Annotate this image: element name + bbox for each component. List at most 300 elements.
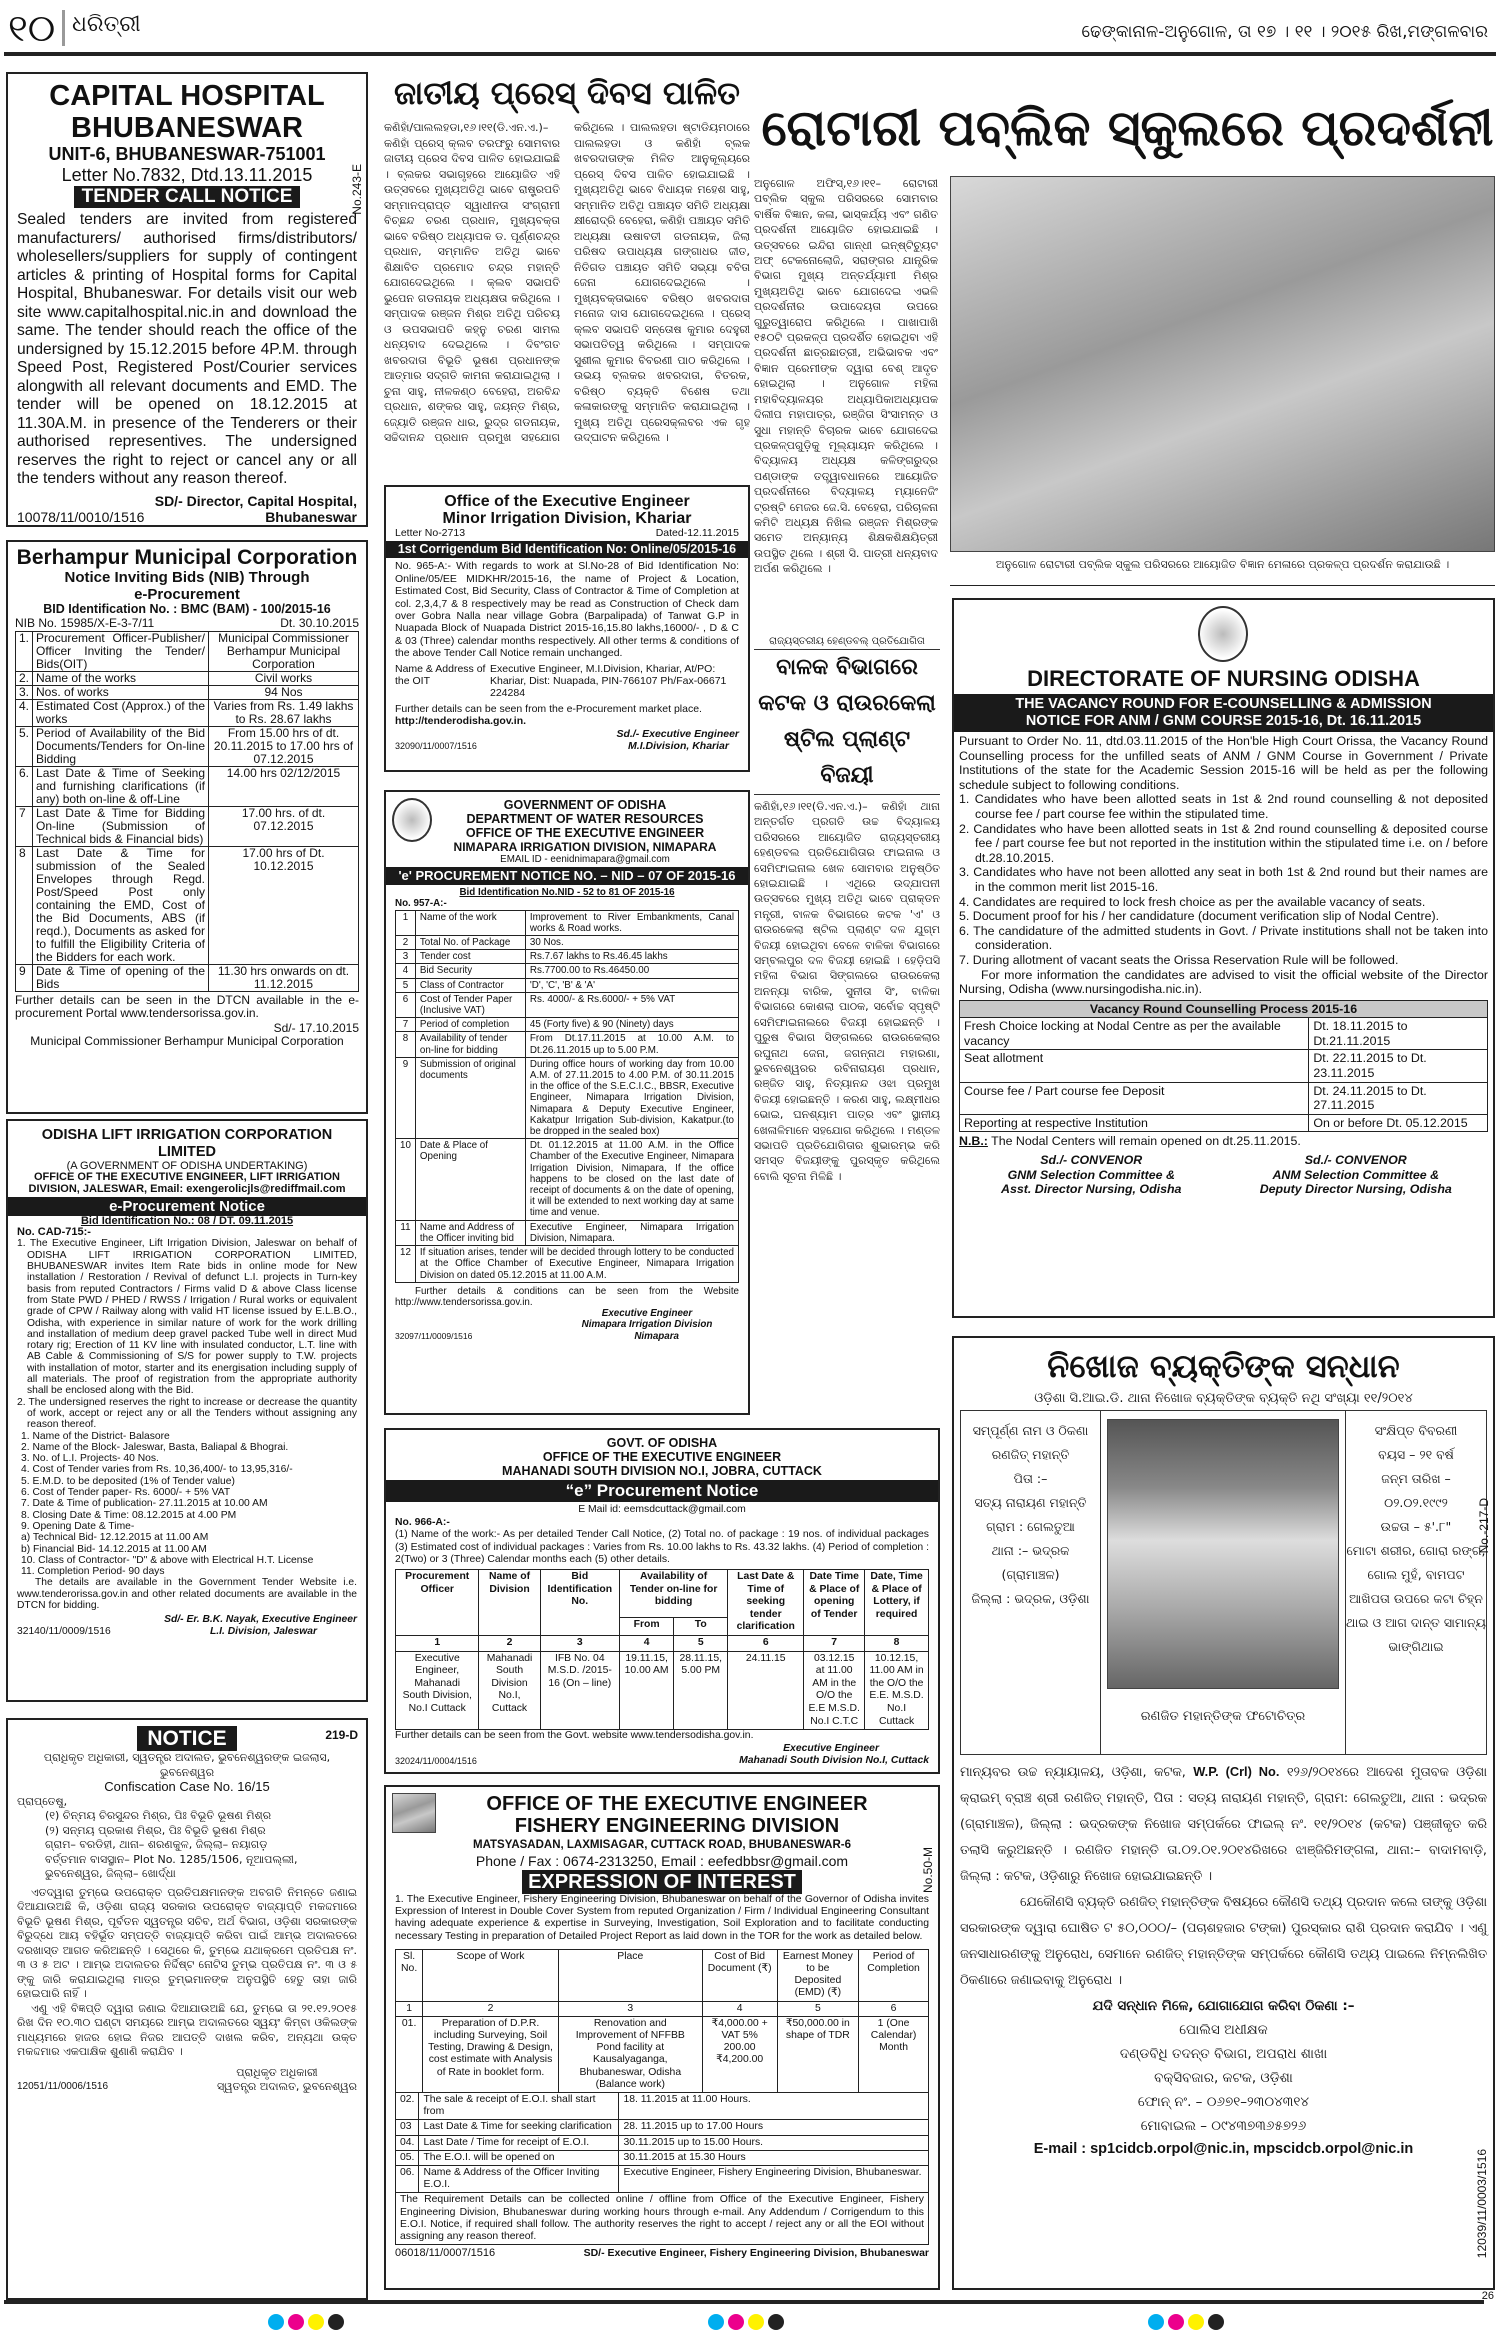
ad-title: Berhampur Municipal Corporation	[16, 546, 358, 569]
ad-sign-date: Sd/- 17.10.2015	[273, 1021, 359, 1035]
fishery-logo	[392, 1793, 436, 1833]
tender-table-lottery-row	[395, 1245, 739, 1283]
table-cell: 4	[396, 964, 416, 978]
person-detail: ଗ୍ରାମ : ଗେଲତୁଆ	[986, 1519, 1075, 1534]
table-row	[396, 1949, 929, 2001]
table-cell: Varies from Rs. 1.49 lakhs to Rs. 28.67 lakhs	[209, 700, 359, 727]
ad-sign-place: Bhubaneswar	[265, 508, 357, 525]
ad-list-item: a) Technical Bid- 12.12.2015 at 11.00 AM	[21, 1532, 209, 1544]
ad-sign: Executive Engineer	[783, 1742, 879, 1754]
ad-title: OFFICE OF THE EXECUTIVE ENGINEER	[542, 1450, 782, 1464]
mahanadi-division-ad	[384, 1428, 940, 1774]
condition-item: 7. During allotment of vacant seats the Orissa Reservation Rule will be followed.	[959, 952, 1399, 967]
table-cell: 2	[479, 1635, 540, 1651]
table-cell: 03	[396, 2120, 419, 2135]
table-cell: Renovation and Improvement of NFFBB Pond facility at Kausalyaganga, Bhubaneswar, Odisha (Balance work)	[558, 2016, 702, 2092]
contact-lines	[960, 2018, 1487, 2138]
table-cell: Last Date & Time for submission of the Sealed Envelopes through Regd. Post/Speed Post only containing the EMD, Cost of the Bid Documents, ABS (if reqd.), Documents as asked for to fulfill the Eligibility Criteria of the Bidders for each work.	[33, 847, 209, 965]
table-row	[960, 1114, 1488, 1132]
ad-list-item: 4. Cost of Tender varies from Rs. 10,36,400/- to 13,95,316/-	[21, 1464, 293, 1476]
story-headline: କଟକ ଓ ରାଉରକେଲା	[758, 691, 936, 716]
nib-date: Dt. 30.10.2015	[280, 616, 359, 630]
table-cell: 9	[396, 1057, 416, 1138]
ad-contact: Phone / Fax : 0674-2313250, Email : eefedbbsr@gmail.com	[475, 1853, 849, 1869]
ad-no: No. 957-A:-	[395, 898, 447, 910]
table-cell: 10	[396, 1139, 416, 1220]
ad-more-info: For more information the candidates are advised to visit the official website of the Director Nursing, Odisha (www.nursingodisha.nic.in).	[959, 967, 1488, 997]
cyan-mark-icon	[1148, 2314, 1164, 2330]
story-headline: ବାଳକ ବିଭାଗରେ	[776, 655, 918, 680]
ad-banner: “e” Procurement Notice	[386, 1480, 938, 1502]
table-cell: 'D', 'C', 'B' & 'A'	[525, 978, 738, 992]
table-row	[396, 2016, 929, 2092]
table-cell: 1	[396, 2001, 423, 2016]
contact-line: ଦଣ୍ଡବିଧି ତଦନ୍ତ ବିଭାଗ, ଅପରାଧ ଶାଖା	[1119, 2046, 1328, 2062]
ad-title: DEPARTMENT OF WATER RESOURCES	[466, 812, 704, 826]
ad-list-item: 7. Date & Time of publication- 27.11.2015 at 10.00 AM	[21, 1498, 268, 1510]
table-cell: 3	[558, 2001, 702, 2016]
condition-item: 3. Candidates who have not been allotted any seat in both 1st & 2nd round but their names are in the common merit list 2015-16.	[959, 865, 1488, 894]
table-cell: 4	[702, 2001, 777, 2016]
cyan-mark-icon	[708, 2314, 724, 2330]
column-header: Last Date & Time of seeking tender clarification	[728, 1569, 804, 1635]
case-text: ମାନ୍ୟବର ଉଚ୍ଚ ନ୍ୟାୟାଳୟ, ଓଡ଼ିଶା, କଟକ,	[960, 1765, 1194, 1780]
table-cell: 01.	[396, 2016, 423, 2092]
table-cell: Tender cost	[415, 950, 525, 964]
table-row	[396, 2135, 929, 2150]
ad-code: 12051/11/0006/1516	[17, 2081, 109, 2092]
table-cell: 02.	[396, 2093, 419, 2120]
table-cell: 4	[619, 1635, 673, 1651]
ad-banner: NOTICE FOR ANM / GNM COURSE 2015-16, Dt. 16.11.2015	[1025, 713, 1422, 729]
table-row	[396, 2120, 929, 2135]
addressee-line: (୧) ଚିନ୍ମୟ ଚିରସୁନ୍ଦର ମିଶ୍ର, ପିଃ ବିଭୂତି ଭୂଷଣ ମିଶ୍ର	[45, 1809, 272, 1822]
black-mark-icon	[328, 2314, 344, 2330]
table-cell: Rs. 4000/- & Rs.6000/- + 5% VAT	[525, 992, 738, 1017]
ad-list-items	[17, 1431, 357, 1578]
ad-paragraph: 1. The Executive Engineer, Lift Irrigation Division, Jaleswar on behalf of ODISHA LIFT IRRIGATION CORPORATION LIMITED, BHUBANESWAR invites Item Rate bids in online mode for New installation / Restoration / Revival of defunct L.I. projects in Turn-key basis from reputed Contractors / Firms valid D & above Class license from State PWD / PHED / RWSS / Irrigation / Rural works or equivalent grade of CPW / Railway along with valid HT license issued by E.L.B.O., Odisha, with experience in similar nature of work for the work drilling and installation of medium deep gravel packed Tube well in direct Mud rotary rig; Erection of 11 KV line with insulated conductor, L.T. line with AB Cable & Commissioning of S/S for power supply to T.W. projects with installation of motor, starter and its energisation including supply of all materials. The proof of registration from the appropriate authority shall be enclosed along with the Bid.	[17, 1238, 357, 1397]
table-cell: 30.11.2015 at 15.30 Hours	[619, 2150, 929, 2165]
table-cell: Submission of original documents	[415, 1057, 525, 1138]
ad-title: Office of the Executive Engineer	[444, 493, 690, 510]
table-cell: 2	[423, 2001, 559, 2016]
table-row	[396, 1139, 739, 1220]
ad-list-item: 10. Class of Contractor- "D" & above with Electrical H.T. License	[21, 1554, 314, 1566]
ad-sign: M.I.Division, Khariar	[628, 740, 729, 753]
ad-sign: ପ୍ରାଧିକୃତ ଅଧିକାରୀ	[236, 2065, 318, 2079]
ad-subtitle: Notice Inviting Bids (NIB) Through	[64, 569, 310, 586]
table-row	[396, 2166, 929, 2193]
ad-banner: NOTICE	[137, 1726, 236, 1751]
addressee-line: ଗ୍ରାମ– ବରଡିହୀ, ଥାନା– ଶରଣକୁଳ, ଜିଲ୍ଲା– ନୟାଗଡ଼	[45, 1838, 268, 1851]
ad-list-item: 11. Completion Period- 90 days	[21, 1566, 165, 1578]
ad-subtitle: (A GOVERNMENT OF ODISHA UNDERTAKING)	[66, 1160, 308, 1172]
ad-footer: Further details can be seen in the DTCN available in the e-procurement Portal www.tendersorissa.gov.in.	[15, 993, 359, 1020]
ad-sign: Nimapara Irrigation Division	[581, 1319, 713, 1331]
ad-address: MATSYASADAN, LAXMISAGAR, CUTTACK ROAD, BHUBANESWAR-6	[472, 1839, 851, 1851]
table-row	[396, 1651, 929, 1730]
ad-list-item: 1. Name of the District- Balasore	[21, 1430, 170, 1442]
website-link[interactable]: http://tenderodisha.gov.in.	[395, 715, 527, 728]
table-cell: 12	[396, 1246, 416, 1283]
table-cell: 28.11.15, 5.00 PM	[674, 1651, 728, 1730]
table-cell: 5	[777, 2001, 859, 2016]
column-header: Procurement Officer	[396, 1569, 479, 1635]
section-rule	[950, 585, 1495, 586]
table-cell: Period of Completion	[859, 1949, 929, 2001]
table-cell: 5	[674, 1635, 728, 1651]
table-cell: Municipal Commissioner Berhampur Municipal Corporation	[209, 632, 359, 672]
newspaper-name: ଧରିତ୍ରୀ	[72, 12, 141, 37]
capital-hospital-ad	[6, 72, 368, 527]
sign-line: Deputy Director Nursing, Odisha	[1259, 1182, 1452, 1197]
table-cell: Dt. 24.11.2015 to Dt. 27.11.2015	[1309, 1082, 1488, 1114]
table-cell: 8	[865, 1635, 929, 1651]
table-cell: 11.30 hrs onwards on dt. 11.12.2015	[209, 965, 359, 992]
ad-unit: UNIT-6, BHUBANESWAR-751001	[48, 144, 326, 164]
table-cell: 2.	[16, 672, 33, 686]
story-headline: ଜାତୀୟ ପ୍ରେସ୍ ଦିବସ ପାଳିତ	[394, 74, 740, 112]
table-row	[16, 727, 359, 767]
oit-label: Name & Address of the OIT	[395, 662, 486, 688]
ad-banner: TENDER CALL NOTICE	[74, 186, 301, 208]
ad-list-item: 8. Closing Date & Time: 08.12.2015 at 4.00 PM	[21, 1509, 237, 1521]
ad-ref: No.-217-D	[1477, 1498, 1491, 1554]
table-cell: 6	[859, 2001, 929, 2016]
confiscation-notice-ad	[6, 1718, 368, 2300]
ad-footer: The details are available in the Government Tender Website i.e. www.tenderorissa.gov.in and other related documents are available in the DTCN for bidding.	[17, 1577, 357, 1611]
condition-item: 4. Candidates are required to lock fresh choice as per the available vacancy of seats.	[959, 894, 1426, 909]
sign-line: ANM Selection Committee &	[1272, 1167, 1440, 1182]
table-cell: Total No. of Package	[415, 936, 525, 950]
table-cell: From 15.00 hrs of dt. 20.11.2015 to 17.00 hrs of 07.12.2015	[209, 727, 359, 767]
ad-title: ODISHA LIFT IRRIGATION CORPORATION LIMITED	[41, 1127, 333, 1160]
photo-caption: ରଣଜିତ ମହାନ୍ତିଙ୍କ ଫଟୋଚିତ୍ର	[1140, 1709, 1306, 1724]
table-cell: 30.11.2015 up to 15.00 Hours.	[619, 2135, 929, 2150]
table-cell: Last Date & Time of Seeking and furnishing clarifications (if any) both on-line & off-Line	[33, 767, 209, 807]
ad-title: Minor Irrigation Division, Khariar	[442, 510, 692, 527]
ad-subtitle: ଓଡ଼ିଶା ସି.ଆଇ.ଡି. ଥାନା ନିଖୋଜ ବ୍ୟକ୍ତିଙ୍କ ବ୍ୟକ୍ତି ନଥି ସଂଖ୍ୟା ୧୧/୨୦୧୪	[1034, 1391, 1413, 1406]
ad-title: BHUBANESWAR	[71, 112, 303, 144]
bid-id: Bid Identification No.NID - 52 to 81 OF 2015-16	[459, 887, 675, 899]
ad-list-item: 3. No. of L.I. Projects- 40 Nos.	[21, 1453, 159, 1465]
table-row	[396, 1057, 739, 1138]
ad-title: OFFICE OF THE EXECUTIVE ENGINEER	[465, 826, 705, 840]
table-row	[396, 936, 739, 950]
table-cell: Procurement Officer-Publisher/ Officer Inviting the Tender/ Bids(OIT)	[33, 632, 209, 672]
table-cell: If situation arises, tender will be decided through lottery to be conducted at the Office Chamber of Executive Engineer, Nimapara Irrigation Division on dated 05.12.2015 at 11.00 A.M.	[415, 1246, 738, 1283]
table-cell: Earnest Money to be Deposited (EMD) (₹)	[777, 1949, 859, 2001]
notice-paragraph: ଏଣୁ ଏହି ବିଜ୍ଞପ୍ତି ଦ୍ୱାରା ଜଣାଇ ଦିଆଯାଉଅଛି ଯେ, ତୁମ୍ଭେ ତା ୨୧.୧୨.୨୦୧୫ ରିଖ ଦିନ ୧୦.୩୦ ଘଣ୍ଟା ସମୟରେ ଆମ୍ଭ ଅଦାଲତରେ ସ୍ୱୟଂ କିମ୍ବା ଓକିଲଙ୍କ ମାଧ୍ୟମରେ ହାଜର ହୋଇ ନିଜର ଆପତ୍ତି ଦାଖଲ କରିବ, ଅନ୍ୟଥା ଉକ୍ତ ମକଦ୍ଦମାର ଏକପାକ୍ଷିକ ଶୁଣାଣି କରାଯିବ ।	[17, 2001, 357, 2058]
person-detail: ସତ୍ୟ ନାରାୟଣ ମହାନ୍ତି	[974, 1495, 1087, 1510]
ad-title: FISHERY ENGINEERING DIVISION	[514, 1815, 840, 1837]
schedule-table	[959, 1000, 1488, 1133]
ad-title: OFFICE OF THE EXECUTIVE ENGINEER	[486, 1793, 868, 1815]
case-number: Confiscation Case No. 16/15	[104, 1779, 270, 1794]
odisha-emblem-icon	[392, 798, 432, 842]
table-cell: 8	[16, 847, 33, 965]
table-cell: 19.11.15, 10.00 AM	[619, 1651, 673, 1730]
condition-item: 6. The candidature of the admitted students in Govt. / Private institutions shall not be taken into consideration.	[959, 923, 1488, 953]
addressee-lines	[17, 1809, 357, 1882]
table-row	[16, 847, 359, 965]
table-cell: 03.12.15 at 11.00 AM in the O/O the E.E M.S.D. No.I C.T.C	[804, 1651, 865, 1730]
ad-code: 10078/11/0010/1516	[17, 508, 145, 525]
berhampur-ad	[6, 540, 368, 1114]
procurement-table	[395, 1569, 929, 1730]
table-cell: 17.00 hrs of Dt. 10.12.2015	[209, 847, 359, 965]
table-cell: Sl. No.	[396, 1949, 423, 2001]
table-cell: Executive Engineer, Fishery Engineering Division, Bhubaneswar.	[619, 2166, 929, 2193]
table-cell: Last Date & Time for Bidding On-line (Submission of Technical bids & Financial bids)	[33, 807, 209, 847]
table-row	[16, 807, 359, 847]
table-cell: From Dt.17.11.2015 at 10.00 A.M. to Dt.26.11.2015 up to 5.00 P.M.	[525, 1032, 738, 1057]
ad-title: GOVERNMENT OF ODISHA	[503, 798, 667, 812]
minor-irrigation-ad	[384, 485, 750, 772]
table-cell: 7	[16, 807, 33, 847]
table-cell: Rs.7700.00 to Rs.46450.00	[525, 964, 738, 978]
table-cell: 28. 11.2015 up to 17.00 Hours	[619, 2120, 929, 2135]
table-cell: Place	[558, 1949, 702, 2001]
ad-paragraphs	[17, 1238, 357, 1430]
table-cell: Name of the works	[33, 672, 209, 686]
table-cell: 11	[396, 1220, 416, 1245]
ad-title: NIMAPARA IRRIGATION DIVISION, NIMAPARA	[453, 840, 717, 854]
table-cell: 1	[396, 1635, 479, 1651]
table-row	[396, 950, 739, 964]
table-cell: Civil works	[209, 672, 359, 686]
addressee-line: ବର୍ତ୍ତମାନ ବାସସ୍ଥାନ– Plot No. 1285/1506, ନୂଆପଲ୍ଲୀ,	[45, 1852, 298, 1866]
notice-paragraphs	[17, 1886, 357, 2060]
ad-no: No. CAD-715:-	[17, 1226, 91, 1239]
table-cell: Scope of Work	[423, 1949, 559, 2001]
table-row	[396, 992, 739, 1017]
table-row	[16, 672, 359, 686]
column-header: To	[674, 1617, 728, 1635]
yellow-mark-icon	[308, 2314, 324, 2330]
table-cell: Dt. 22.11.2015 to Dt. 23.11.2015	[1309, 1050, 1488, 1082]
table-cell: 3	[396, 950, 416, 964]
case-number: W.P. (Crl) No.	[1193, 1764, 1280, 1779]
table-cell: Executive Engineer, Nimapara Irrigation Division, Nimapara.	[525, 1220, 738, 1245]
table-cell: 45 (Forty five) & 90 (Ninety) days	[525, 1018, 738, 1032]
lift-irrigation-ad	[6, 1119, 368, 1702]
table-cell: 94 Nos	[209, 686, 359, 700]
addressee-line: (୨) ସନ୍ମୟ ପ୍ରକାଶ ମିଶ୍ର, ପିଃ ବିଭୂତି ଭୂଷଣ ମିଶ୍ର	[45, 1823, 266, 1837]
table-cell: 14.00 hrs 02/12/2015	[209, 767, 359, 807]
table-cell: 1 (One Calendar) Month	[859, 2016, 929, 2092]
bid-id: BID Identification No. : BMC (BAM) - 100/2015-16	[43, 602, 331, 616]
story-headline: ରୋଟାରୀ ପବ୍ଲିକ ସ୍କୁଲରେ ପ୍ରଦର୍ଶନୀ	[761, 99, 1494, 157]
page-number: ୧୦	[8, 6, 56, 50]
oit-value: Executive Engineer, M.I.Division, Khariar, At/PO: Khariar, Dist: Nuapada, PIN-766107 Ph/Fax-06671 224284	[490, 662, 727, 700]
sign-lines	[1224, 1153, 1489, 1197]
person-description: ବୟସ – ୨୧ ବର୍ଷ	[1378, 1447, 1454, 1462]
ad-sign: Executive Engineer	[601, 1308, 693, 1320]
ad-sign: L.I. Division, Jaleswar	[209, 1625, 317, 1637]
table-row	[396, 1220, 739, 1245]
black-mark-icon	[1208, 2314, 1224, 2330]
ad-banner: THE VACANCY ROUND FOR E-COUNSELLING & ADMISSION	[1015, 696, 1432, 712]
table-cell: 24.11.15	[728, 1651, 804, 1730]
eoi-schedule-table	[395, 2092, 929, 2245]
table-cell: 3	[540, 1635, 619, 1651]
table-cell: 8	[396, 1032, 416, 1057]
table-cell: 04.	[396, 2135, 419, 2150]
table-cell: Date & Place of Opening	[415, 1139, 525, 1220]
missing-person-ad	[952, 1336, 1495, 2290]
table-cell: 2	[396, 936, 416, 950]
table-cell: Cost of Tender Paper (Inclusive VAT)	[415, 992, 525, 1017]
table-row	[960, 1082, 1488, 1114]
ad-sign: Municipal Commissioner Berhampur Municipal Corporation	[30, 1034, 344, 1048]
magenta-mark-icon	[1168, 2314, 1184, 2330]
missing-person-photo	[1107, 1419, 1339, 1689]
table-cell: Improvement to River Embankments, Canal works & Road works.	[525, 910, 738, 935]
table-cell: Preparation of D.P.R. including Surveying, Soil Testing, Drawing & Design, cost estimate with Analysis of Rate in booklet form.	[423, 2016, 559, 2092]
ad-footer: Further details can be seen from the Govt. website www.tendersodisha.gov.in.	[395, 1730, 754, 1742]
ad-code: 32024/11/0004/1516	[395, 1756, 477, 1767]
yellow-mark-icon	[748, 2314, 764, 2330]
magenta-mark-icon	[288, 2314, 304, 2330]
contact-title: ଯଦି ସନ୍ଧାନ ମିଳେ, ଯୋଗାଯୋଗ କରିବା ଠିକଣା :–	[1092, 1998, 1355, 2014]
person-description: ସଂକ୍ଷିପ୍ତ ବିବରଣୀ	[1374, 1423, 1458, 1438]
nib-no: NIB No. 15985/X-E-3-7/11	[15, 616, 155, 630]
ad-list-item: 6. Cost of Tender paper- Rs. 6000/- + 5% VAT	[21, 1487, 231, 1499]
table-cell: 5	[396, 978, 416, 992]
table-cell: ₹4,000.00 + VAT 5% 200.00 ₹4,200.00	[702, 2016, 777, 2092]
ad-letter: Letter No.7832, Dtd.13.11.2015	[61, 165, 313, 185]
table-cell: 6	[396, 992, 416, 1017]
sign-lines	[959, 1153, 1224, 1197]
contact-line: ବକ୍ସିବଜାର, କଟକ, ଓଡ଼ିଶା	[1154, 2070, 1293, 2086]
sign-line: Sd./- CONVENOR	[1040, 1153, 1143, 1168]
table-cell: Dt. 01.12.2015 at 11.00 A.M. in the Office Chamber of the Executive Engineer, Nimapara Irrigation Division, Nimapara, If the office happens to be closed on the last date of receipt of documents & on the date of opening, it will be extended to next working day at same time and venue.	[525, 1139, 738, 1220]
table-row	[396, 2001, 929, 2016]
table-cell: Course fee / Part course fee Deposit	[960, 1082, 1309, 1114]
condition-item: 2. Candidates who have been allotted seats in 1st & 2nd round counselling & deposited course fee / part course fee but not reported in the institution within the stipulated time i.e. on / before dt.28.10.2015.	[959, 821, 1488, 865]
ad-sign: Nimapara	[634, 1330, 679, 1342]
contact-line: ମୋବାଇଲ – ୦୯୪୩୭୩୬୫୭୨୬	[1140, 2118, 1307, 2134]
table-cell: 30 Nos.	[525, 936, 738, 950]
condition-items	[959, 792, 1488, 967]
table-row	[396, 1246, 739, 1283]
table-cell: Seat allotment	[960, 1050, 1309, 1082]
letter-no: Letter No-2713	[395, 527, 466, 539]
column-header: From	[619, 1617, 673, 1635]
table-cell: 6	[728, 1635, 804, 1651]
header-divider	[62, 10, 65, 46]
footer-page-code: 26	[1481, 2290, 1494, 2302]
ad-subtitle: e-Procurement	[134, 586, 240, 603]
table-cell: Dt. 18.11.2015 to Dt.21.11.2015	[1309, 1018, 1488, 1050]
ad-footer: Further details can be seen from the e-Procurement market place.	[395, 702, 702, 715]
ad-banner: 'e' PROCUREMENT NOTICE NO. – NID – 07 OF 2015-16	[386, 867, 748, 885]
ad-ref: No.50-M	[920, 1847, 935, 1894]
table-row	[16, 632, 359, 672]
ad-list-item: 2. Name of the Block- Jaleswar, Basta, Baliapal & Bhograi.	[21, 1441, 289, 1453]
table-cell: The E.O.I. will be opened on	[419, 2150, 619, 2165]
addressee-label: ପ୍ରାପ୍ତେଷୁ,	[17, 1794, 68, 1808]
reward-text: ଯେକୌଣସି ବ୍ୟକ୍ତି ରଣଜିତ୍ ମହାନ୍ତିଙ୍କ ବିଷୟରେ କୌଣସି ତଥ୍ୟ ପ୍ରଦାନ କଲେ ତାଙ୍କୁ ଓଡ଼ିଶା ସରକାରଙ୍କ ଦ୍ୱାରା ଘୋଷିତ ଟ ୫୦,୦୦୦/– (ପଚାଶହଜାର ଟଙ୍କା) ପୁରସ୍କାର ରାଶି ପ୍ରଦାନ କରାଯିବ । ଏଣୁ ଜନସାଧାରଣଙ୍କୁ ଅନୁରୋଧ, ସେମାନେ ରଣଜିତ୍ ମହାନ୍ତିଙ୍କ ସମ୍ପର୍କରେ କୌଣସି ତଥ୍ୟ ପାଇଲେ ନିମ୍ନଲିଖିତ ଠିକଣାରେ ଜଣାଇବାକୁ ଅନୁରୋଧ ।	[960, 1895, 1487, 1988]
ad-sign: ସ୍ୱତନ୍ତ୍ର ଅଦାଲତ, ଭୁବନେଶ୍ୱର	[217, 2080, 357, 2093]
ad-banner: e-Procurement Notice	[8, 1197, 366, 1216]
condition-item: 1. Candidates who have been allotted seats in 1st & 2nd round counselling & not deposited course fee / part course fee within the stipulated time.	[959, 792, 1488, 821]
column-header: Date Time & Place of opening of Tender	[804, 1569, 865, 1635]
table-cell: Bid Security	[415, 964, 525, 978]
letter-date: Dated-12.11.2015	[655, 527, 739, 539]
yellow-mark-icon	[1188, 2314, 1204, 2330]
table-row	[396, 978, 739, 992]
ad-title: DIRECTORATE OF NURSING ODISHA	[1027, 666, 1420, 691]
table-row	[16, 965, 359, 992]
ad-intro: Pursuant to Order No. 11, dtd.03.11.2015 of the Hon'ble High Court Orissa, the Vacancy Round Counselling process for the unfilled seats of ANM / GNM Course in Government / Private Institutions of the state for the Academic Session 2015-16 will be held as per the following schedule subject to following conditions.	[959, 734, 1488, 792]
column-header: Date, Time & Place of Lottery, if required	[865, 1569, 929, 1635]
story-body: ଅନୁଗୋଳ ଅଫିସ୍,୧୬।୧୧– ରୋଟାରୀ ପବ୍ଲିକ ସ୍କୁଲ ପରିସରରେ ସୋମବାର ବାର୍ଷିକ ବିଜ୍ଞାନ, କଳା, ଭାସ୍କର୍ଯ୍ୟ ଏବଂ ଗଣିତ ପ୍ରଦର୍ଶନୀ ଆୟୋଜିତ ହୋଇଯାଇଛି । ଉତ୍ସବରେ ଇନ୍ଦିରା ଗାନ୍ଧୀ ଇନ୍‌ଷ୍ଟିଚ୍ୟୁଟ ଅଫ୍ ଟେକନୋଲୋଜି, ସରାଙ୍ଗର ଯାନ୍ତ୍ରିକ ବିଭାଗ ମୁଖ୍ୟ ଅନ୍ତର୍ଯ୍ୟାମୀ ମିଶ୍ର ମୁଖ୍ୟଅତିଥି ଭାବେ ଯୋଗଦେଇ ଏଭଳି ପ୍ରଦର୍ଶନୀର ଉପାଦେୟତା ଉପରେ ଗୁରୁତ୍ୱାରୋପ କରିଥିଲେ । ପାଖାପାଖି ୧୫୦ଟି ପ୍ରକଳ୍ପ ପ୍ରଦର୍ଶିତ ହୋଇଥିବା ଏହି ପ୍ରଦର୍ଶନୀ ଛାତ୍ରଛାତ୍ରୀ, ଅଭିଭାବକ ଏବଂ ବିଜ୍ଞାନ ପ୍ରେମୀଙ୍କ ଦ୍ୱାରା ବେଶ୍ ଆଦୃତ ହୋଇଥିଲା । ଅନୁଗୋଳ ମହିଳା ମହାବିଦ୍ୟାଳୟର ଅଧ୍ୟାପିକାଅଧ୍ୟାପକ ଦିଲୀପ ମହାପାତ୍ର, ରଞ୍ଜିତା ସିଂସାମନ୍ତ ଓ ସୁଧା ମହାନ୍ତି ବିଚାରକ ଭାବେ ଯୋଗଦେଇ ପ୍ରକଳ୍ପଗୁଡ଼ିକୁ ମୂଲ୍ୟାୟନ କରିଥିଲେ । ବିଦ୍ୟାଳୟ ଅଧ୍ୟକ୍ଷ କଳିଙ୍ଗରୁଦ୍ର ପଣ୍ଡାଙ୍କ ତତ୍ତ୍ୱାବଧାନରେ ଆୟୋଜିତ ପ୍ରଦର୍ଶନୀରେ ବିଦ୍ୟାଳୟ ମ୍ୟାନେଜିଂ ଟ୍ରଷ୍ଟି ମେଜର ଜେ.ସି. ବେହେରା, ପରିଚାଳନା କମିଟି ଅଧ୍ୟକ୍ଷ ନିଖିଲ ରଞ୍ଜନ ମିଶ୍ରଙ୍କ ସମେତ ଅନ୍ୟାନ୍ୟ ଶିକ୍ଷକଶିକ୍ଷୟିତ୍ରୀ ଉପସ୍ଥିତ ଥିଲେ । ଶ୍ରୀ ସି. ପାତ୍ରୀ ଧନ୍ୟବାଦ ଅର୍ପଣ କରିଥିଲେ ।	[754, 177, 938, 576]
tender-table	[395, 910, 739, 1246]
ad-sign: Sd/- Er. B.K. Nayak, Executive Engineer	[164, 1614, 357, 1626]
table-title: Vacancy Round Counselling Process 2015-16	[960, 1000, 1488, 1018]
table-cell: 4.	[16, 700, 33, 727]
table-cell: 6.	[16, 767, 33, 807]
science-fair-photo	[950, 176, 1495, 552]
table-cell: Last Date / Time for receipt of E.O.I.	[419, 2135, 619, 2150]
nb-text: The Nodal Centers will remain opened on dt.25.11.2015.	[987, 1134, 1301, 1149]
header-rule	[4, 52, 1496, 56]
ad-list-item: 9. Opening Date & Time-	[21, 1520, 135, 1532]
table-cell: During office hours of working day from 10.00 A.M. of 27.11.2015 to 4.00 P.M. of 30.11.2015 in the office of the S.E.C.I.C., BBSR, Executive Engineer, Nimapara Irrigation Division, Nimapara & Deputy Executive Engineer, Kakatpur Irrigation Sub-division, Kakatpur.(to be dropped in the sealed box)	[525, 1057, 738, 1138]
ad-subtitle: OFFICE OF THE EXECUTIVE ENGINEER, LIFT IRRIGATION	[34, 1171, 340, 1184]
ad-sign: SD/- Executive Engineer, Fishery Engineering Division, Bhubaneswar	[583, 2247, 929, 2260]
table-row	[396, 1635, 929, 1651]
table-row	[16, 767, 359, 807]
ad-code: 12039/11/0003/1516	[1475, 2148, 1489, 2258]
handball-story	[754, 636, 940, 1414]
table-row	[396, 1018, 739, 1032]
table-cell: Period of completion	[415, 1018, 525, 1032]
photo-caption: ଅନୁଗୋଳ ରୋଟାରୀ ପବ୍ଲିକ ସ୍କୁଲ ପରିସରରେ ଆୟୋଜିତ ବିଜ୍ଞାନ ମେଳାରେ ପ୍ରକଳ୍ପ ପ୍ରଦର୍ଶନ କରାଯାଉଛି ।	[995, 558, 1450, 571]
person-detail: ସମ୍ପୂର୍ଣ୍ଣ ନାମ ଓ ଠିକଣା	[972, 1423, 1089, 1438]
column-header: Availability of Tender on-line for bidding	[619, 1569, 727, 1617]
ad-list-item: 5. E.M.D. to be deposited (1% of Tender value)	[21, 1475, 235, 1487]
table-cell: Executive Engineer, Mahanadi South Division, No.I Cuttack	[396, 1651, 479, 1730]
table-cell: 06.	[396, 2166, 419, 2193]
person-details	[961, 1411, 1101, 1754]
table-row	[960, 1050, 1488, 1082]
sign-line: Asst. Director Nursing, Odisha	[1001, 1182, 1182, 1197]
table-cell: 5.	[16, 727, 33, 767]
story-kicker: ରାଜ୍ୟସ୍ତରୀୟ ହେଣ୍ଡବଲ୍ ପ୍ରତିଯୋଗିତା	[754, 636, 940, 650]
notice-issuer: ପ୍ରାଧିକୃତ ଅଧିକାରୀ, ସ୍ୱତନ୍ତ୍ର ଅଦାଲତ, ଭୁବନେଶ୍ୱରଙ୍କ ଇଜଲାସ, ଭୁବନେଶ୍ୱର	[43, 1751, 331, 1779]
person-description: ମୋଟା ଶରୀର, ଗୋରା ରଙ୍ଗ, ଗୋଲ ମୁହଁ, ବାମପଟ ଆଖିପତା ଉପରେ କଟା ଚିହ୍ନ ଥାଇ ଓ ଆଗ ଦାନ୍ତ ସାମାନ୍ୟ ଭାଙ୍ଗିଥାଇ	[1346, 1543, 1486, 1654]
table-cell: IFB No. 04 M.S.D. /2015-16 (On – line)	[540, 1651, 619, 1730]
ad-body: (1) Name of the work:- As per detailed Tender Call Notice, (2) Total no. of package : 19 nos. of individual packages (3) Estimated cost of individual packages : Varies from Rs. 10.00 lakhs to Rs. 43.32 lakhs. (4) Period of completion : 2(Two) or 3 (Three) Calendar months each (5) other details.	[395, 1529, 929, 1566]
table-cell: The sale & receipt of E.O.I. shall start from	[419, 2093, 619, 2120]
table-cell: On or before Dt. 05.12.2015	[1309, 1114, 1488, 1132]
nb-label: N.B.:	[959, 1134, 988, 1149]
tender-table	[15, 631, 359, 992]
person-detail: ଜିଲ୍ଲା : ଭଦ୍ରକ, ଓଡ଼ିଶା	[971, 1591, 1090, 1606]
table-cell: 9	[16, 965, 33, 992]
sign-line: Sd./- CONVENOR	[1304, 1153, 1407, 1168]
table-cell: 05.	[396, 2150, 419, 2165]
ad-banner: 1st Corrigendum Bid Identification No: Online/05/2015-16	[386, 541, 748, 558]
table-cell: Name of the work	[415, 910, 525, 935]
ad-email: EMAIL ID - eenidnimapara@gmail.com	[500, 854, 670, 865]
column-header: Bid Identification No.	[540, 1569, 619, 1635]
requirement-note: The Requirement Details can be collected online / offline from Office of the Executive Engineer, Fishery Engineering Division, Bhubaneswar during working hours through e-mail. Any Addendum / Corrigendum to this E.O.I. Notice, if required shall follow. The authority reserves the right to accept / reject any or all the EOI without assigning any reason thereof.	[396, 2193, 929, 2245]
table-cell: 7	[804, 1635, 865, 1651]
